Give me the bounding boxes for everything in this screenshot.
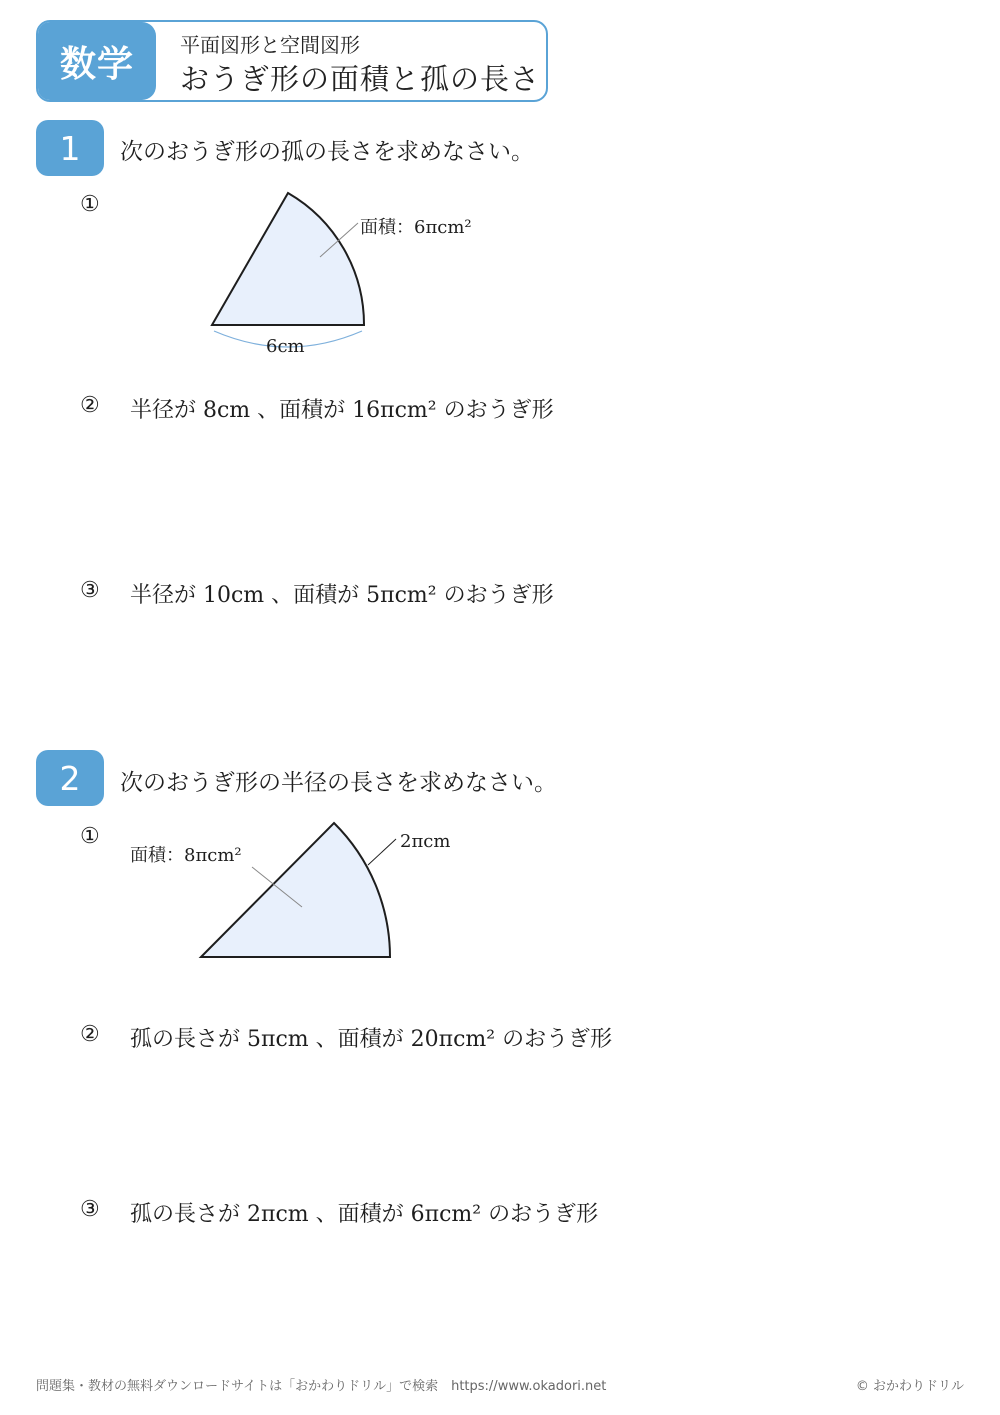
- footer-copyright: © おかわりドリル: [855, 1379, 964, 1394]
- q1-item-3-text: 半径が 10cm 、面積が 5πcm² のおうぎ形: [130, 583, 554, 608]
- subject-label: 数学: [38, 22, 156, 100]
- q1-radius-label: 6cm: [266, 336, 305, 357]
- q2-item-3-text: 孤の長さが 2πcm 、面積が 6πcm² のおうぎ形: [130, 1202, 599, 1227]
- q1-item-2-text: 半径が 8cm 、面積が 16πcm² のおうぎ形: [130, 398, 554, 423]
- q1-item-1-number: ①: [80, 192, 100, 217]
- question-2-number: 2: [36, 750, 104, 806]
- unit-subtitle: 平面図形と空間図形: [180, 33, 360, 57]
- q2-area-label: 面積：8πcm²: [130, 845, 242, 866]
- q2-arc-leader-line: [368, 839, 396, 865]
- q2-item-2-number: ②: [80, 1022, 100, 1047]
- q1-sector-shape: [212, 193, 364, 325]
- worksheet-title: おうぎ形の面積と孤の長さ: [180, 62, 541, 96]
- q1-item-2-number: ②: [80, 393, 100, 418]
- q2-arc-label: 2πcm: [400, 831, 451, 852]
- q2-sector-figure: [120, 815, 500, 965]
- q1-area-label: 面積：6πcm²: [360, 217, 472, 238]
- question-1-instruction: 次のおうぎ形の孤の長さを求めなさい。: [120, 139, 534, 165]
- q2-item-2-text: 孤の長さが 5πcm 、面積が 20πcm² のおうぎ形: [130, 1027, 613, 1052]
- question-2-instruction: 次のおうぎ形の半径の長さを求めなさい。: [120, 770, 557, 796]
- question-1-number: 1: [36, 120, 104, 176]
- q2-sector-shape: [201, 823, 390, 957]
- q1-sector-figure: [200, 185, 520, 365]
- footer-site-info: 問題集・教材の無料ダウンロードサイトは「おかわりドリル」で検索 https://www.okadori.net: [36, 1379, 607, 1394]
- q2-item-1-number: ①: [80, 824, 100, 849]
- worksheet-header: [36, 20, 548, 102]
- q1-item-3-number: ③: [80, 578, 100, 603]
- q2-item-3-number: ③: [80, 1197, 100, 1222]
